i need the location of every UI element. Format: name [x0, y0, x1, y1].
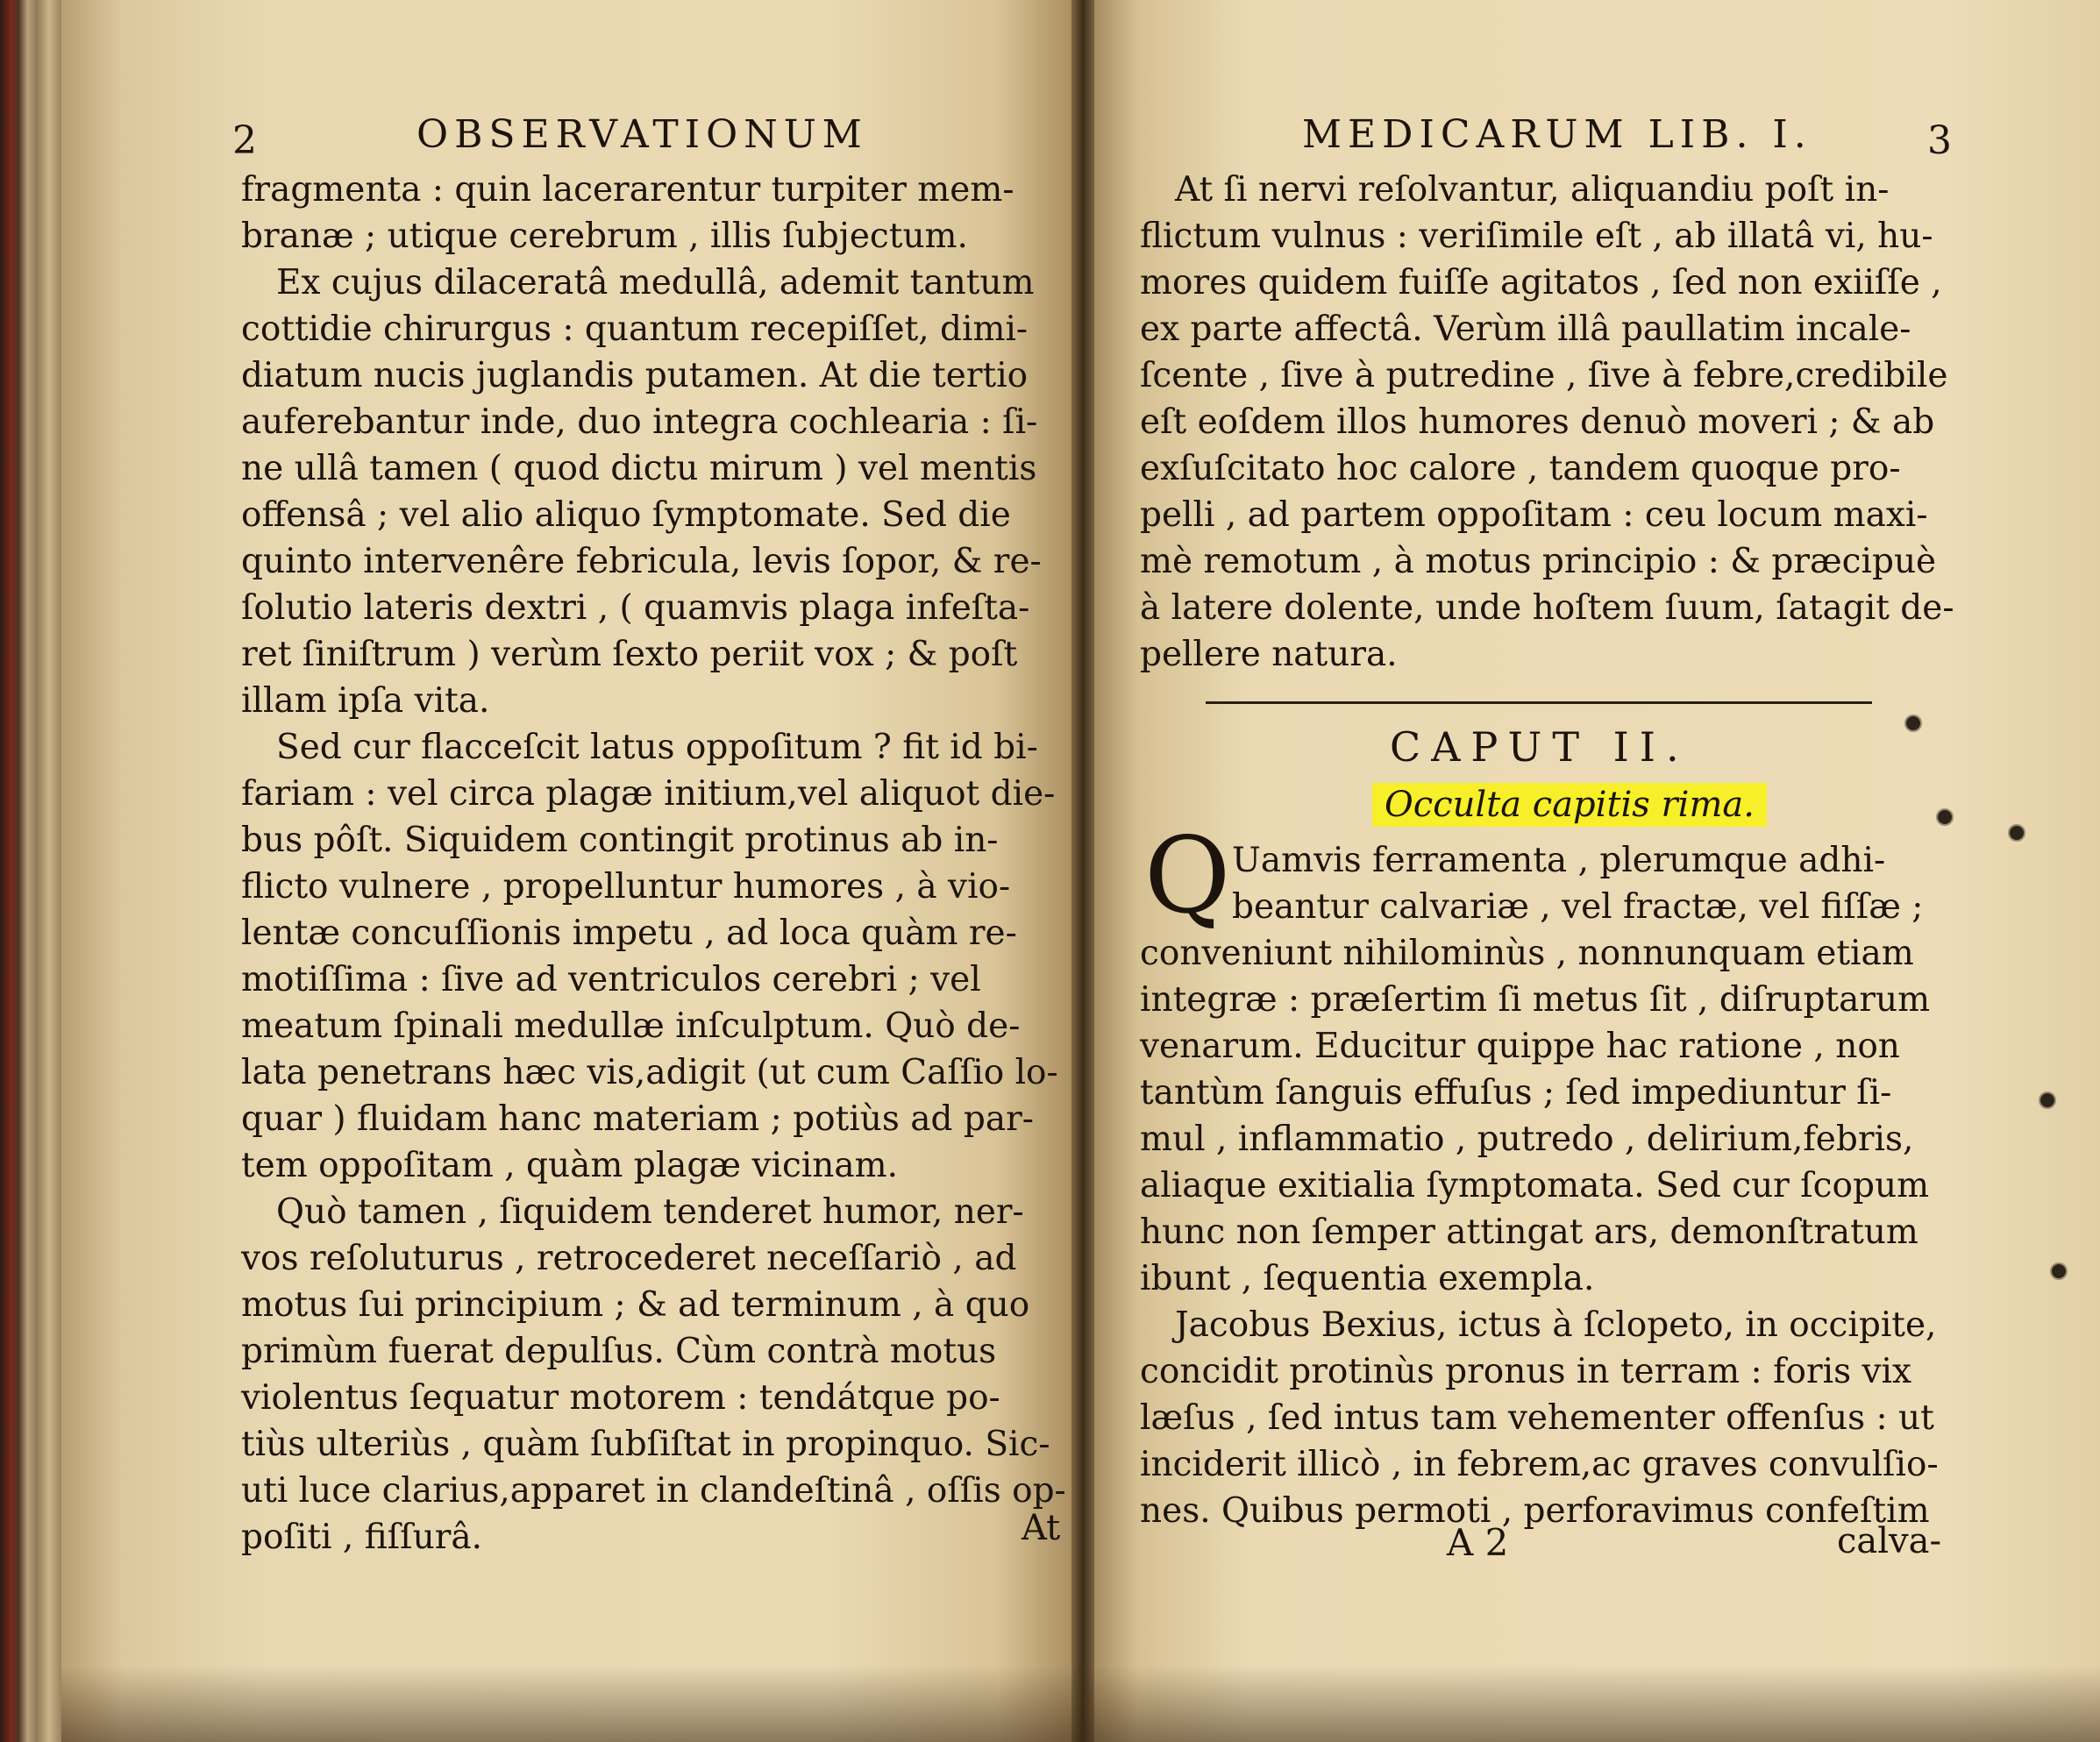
- text-line: auferebantur inde, duo integra cochlearia : ſi-: [241, 402, 1038, 442]
- text-line: illam ipſa vita.: [241, 681, 490, 721]
- text-line: offensâ ; vel alio aliquo ſymptomate. Sed die: [241, 495, 1011, 535]
- text-line: aliaque exitialia ſymptomata. Sed cur ſcopum: [1140, 1166, 1930, 1205]
- text-line: meatum ſpinali medullæ inſculptum. Quò de-: [241, 1006, 1021, 1046]
- binding-hole: [1904, 715, 1922, 732]
- text-line: tem oppoſitam , quàm plagæ vicinam.: [241, 1146, 899, 1185]
- chapter-title: CAPUT II.: [1390, 723, 1690, 771]
- text-line: inciderit illicò , in febrem,ac graves convulſio-: [1140, 1445, 1939, 1484]
- text-line: pellere natura.: [1140, 635, 1398, 674]
- binding-hole: [1936, 808, 1954, 826]
- right-running-head: MEDICARUM LIB. I.: [1302, 112, 1812, 157]
- text-line: fragmenta : quin lacerarentur turpiter mem-: [241, 170, 1014, 210]
- text-line: Ex cujus dilaceratâ medullâ, ademit tantum: [276, 263, 1035, 302]
- binding-hole: [2039, 1091, 2056, 1109]
- text-line: à latere dolente, unde hoſtem ſuum, ſatagit de-: [1140, 588, 1954, 628]
- text-line: ibunt , ſequentia exempla.: [1140, 1259, 1595, 1298]
- chapter-subtitle-highlighted: Occulta capitis rima.: [1372, 783, 1767, 827]
- text-line: tantùm ſanguis effuſus ; ſed impediuntur ſi-: [1140, 1073, 1892, 1113]
- text-line: primùm fuerat depulſus. Cùm contrà motus: [241, 1332, 997, 1371]
- right-folio: 3: [1927, 118, 1952, 163]
- text-line: conveniunt nihilominùs , nonnunquam etiam: [1140, 934, 1914, 973]
- binding-hole: [2008, 824, 2025, 842]
- text-line: violentus ſequatur motorem : tendátque po-: [241, 1378, 1000, 1418]
- text-line: quinto intervenêre febricula, levis ſopor, & re-: [241, 542, 1042, 581]
- right-body-text: [1140, 167, 1954, 678]
- text-line: lata penetrans hæc vis,adigit (ut cum Caſſio lo-: [241, 1053, 1058, 1092]
- text-line: bus pôſt. Siquidem contingit protinus ab in-: [241, 821, 999, 860]
- text-line: cottidie chirurgus : quantum recepiſſet, dimi-: [241, 309, 1029, 349]
- text-line: nes. Quibus permoti , perforavimus confeſtim: [1140, 1491, 1930, 1531]
- book-gutter: [1071, 0, 1094, 1742]
- text-line: fariam : vel circa plagæ initium,vel aliquot die-: [241, 774, 1056, 814]
- text-line: vos reſoluturus , retrocederet neceſſariò , ad: [241, 1239, 1017, 1278]
- text-line: tiùs ulteriùs , quàm ſubſiſtat in propinquo. Sic-: [241, 1425, 1050, 1464]
- text-line: branæ ; utique cerebrum , illis ſubjectum.: [241, 217, 968, 256]
- text-line: læſus , ſed intus tam vehementer offenſus : ut: [1140, 1398, 1934, 1438]
- left-body-text: [241, 167, 1066, 1561]
- left-running-head: OBSERVATIONUM: [416, 112, 868, 157]
- text-line: mè remotum , à motus principio : & præcipuè: [1140, 542, 1937, 581]
- text-line: uti luce clarius,apparet in clandeſtinâ , oſſis op-: [241, 1471, 1066, 1511]
- page-bottom-shadow: [61, 1666, 2100, 1742]
- text-line: Uamvis ferramenta , plerumque adhi-: [1232, 841, 1886, 880]
- chapter-rule: [1206, 701, 1872, 704]
- text-line: lentæ concuſſionis impetu , ad loca quàm re-: [241, 914, 1017, 953]
- left-folio: 2: [232, 118, 257, 163]
- text-line: Quò tamen , ſiquidem tenderet humor, ner-: [276, 1192, 1024, 1232]
- text-line: motiſſima : ſive ad ventriculos cerebri ; vel: [241, 960, 981, 999]
- text-line: eſt eoſdem illos humores denuò moveri ; & ab: [1140, 402, 1935, 442]
- right-catchword: calva-: [1837, 1521, 1942, 1561]
- binding-hole: [2050, 1262, 2068, 1280]
- text-line: concidit protinùs pronus in terram : foris vix: [1140, 1352, 1912, 1391]
- text-line: ex parte affectâ. Verùm illâ paullatim incale-: [1140, 309, 1911, 349]
- text-line: ne ullâ tamen ( quod dictu mirum ) vel mentis: [241, 449, 1037, 488]
- text-line: At ſi nervi reſolvantur, aliquandiu poſt in-: [1175, 170, 1890, 210]
- drop-capital: Q: [1144, 815, 1231, 937]
- text-line: pelli , ad partem oppoſitam : ceu locum maxi-: [1140, 495, 1928, 535]
- text-line: exſuſcitato hoc calore , tandem quoque pro-: [1140, 449, 1901, 488]
- text-line: ret ſiniſtrum ) verùm ſexto periit vox ; & poſt: [241, 635, 1018, 674]
- text-line: ſolutio lateris dextri , ( quamvis plaga infeſta-: [241, 588, 1030, 628]
- text-line: beantur calvariæ , vel fractæ, vel fiſſæ ;: [1232, 887, 1924, 927]
- text-line: Jacobus Bexius, ictus à ſclopeto, in occipite,: [1175, 1305, 1937, 1345]
- text-line: diatum nucis juglandis putamen. At die tertio: [241, 356, 1029, 395]
- text-line: Sed cur flacceſcit latus oppoſitum ? fit id bi-: [276, 728, 1038, 767]
- text-line: quar ) fluidam hanc materiam ; potiùs ad par-: [241, 1099, 1034, 1139]
- text-line: integræ : præſertim ſi metus ſit , diſruptarum: [1140, 980, 1931, 1020]
- text-line: flictum vulnus : veriſimile eſt , ab illatâ vi, hu-: [1140, 217, 1933, 256]
- text-line: motus ſui principium ; & ad terminum , à quo: [241, 1285, 1030, 1325]
- text-line: venarum. Educitur quippe hac ratione , non: [1140, 1027, 1900, 1066]
- chapter-body-text: [1140, 837, 1939, 1534]
- page-edges: [0, 0, 61, 1742]
- text-line: poſiti , fiſſurâ.: [241, 1518, 482, 1557]
- signature-mark: A 2: [1447, 1521, 1509, 1564]
- text-line: hunc non ſemper attingat ars, demonſtratum: [1140, 1212, 1918, 1252]
- text-line: mores quidem fuiſſe agitatos , ſed non exiiſſe ,: [1140, 263, 1942, 302]
- text-line: ſcente , ſive à putredine , ſive à febre,credibile: [1140, 356, 1948, 395]
- text-line: flicto vulnere , propelluntur humores , à vio-: [241, 867, 1011, 907]
- left-catchword: At: [1022, 1508, 1061, 1548]
- text-line: mul , inflammatio , putredo , delirium,febris,: [1140, 1120, 1914, 1159]
